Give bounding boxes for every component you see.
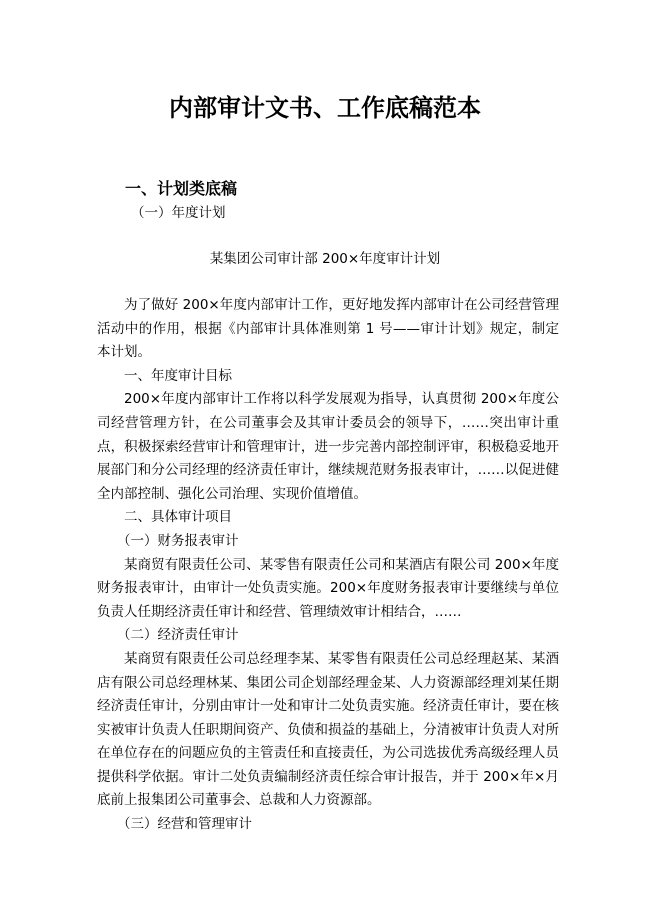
heading-audit-items: 二、具体审计项目 xyxy=(124,509,232,526)
heading-annual-goal: 一、年度审计目标 xyxy=(124,367,232,384)
heading-operations-audit: （三）经营和管理审计 xyxy=(117,816,252,833)
plan-title: 某集团公司审计部 200×年度审计计划 xyxy=(209,251,441,267)
heading-economic-responsibility-audit: （二）经济责任审计 xyxy=(117,627,239,644)
financial-audit-paragraph: 某商贸有限责任公司、某零售有限责任公司和某酒店有限公司 200×年度财务报表审计，由审计一处负责实施。200×年度财务报表审计要继续与单位负责人任期经济责任审计和经营、管理绩效审计相结合，…… xyxy=(97,556,559,620)
section-heading: 一、计划类底稿 xyxy=(125,179,238,198)
intro-paragraph: 为了做好 200×年度内部审计工作，更好地发挥内部审计在公司经营管理活动中的作用，根据《内部审计具体准则第 1 号——审计计划》规定，制定本计划。 xyxy=(97,297,559,361)
document-title: 内部审计文书、工作底稿范本 xyxy=(169,94,481,122)
annual-goal-paragraph: 200×年度内部审计工作将以科学发展观为指导，认真贯彻 200×年度公司经营管理方针，在公司董事会及其审计委员会的领导下，……突出审计重点，积极探索经营审计和管理审计，进一步完善内部控制评审，积极稳妥地开展部门和分公司经理的经济责任审计，继续规范财务报表审计，……以促进健全内部控制、强化公司治理、实现价值增值。 xyxy=(97,391,559,502)
heading-financial-audit: （一）财务报表审计 xyxy=(117,532,239,549)
document-body xyxy=(97,294,559,837)
subsection-heading: （一）年度计划 xyxy=(131,205,226,221)
economic-responsibility-paragraph: 某商贸有限责任公司总经理李某、某零售有限责任公司总经理赵某、某酒店有限公司总经理林某、集团公司企划部经理金某、人力资源部经理刘某任期经济责任审计，分别由审计一处和审计二处负责实施。经济责任审计，要在核实被审计负责人任职期间资产、负债和损益的基础上，分清被审计负责人对所在单位存在的问题应负的主管责任和直接责任，为公司选拔优秀高级经理人员提供科学依据。审计二处负责编制经济责任综合审计报告，并于 200×年×月底前上报集团公司董事会、总裁和人力资源部。 xyxy=(97,650,559,809)
